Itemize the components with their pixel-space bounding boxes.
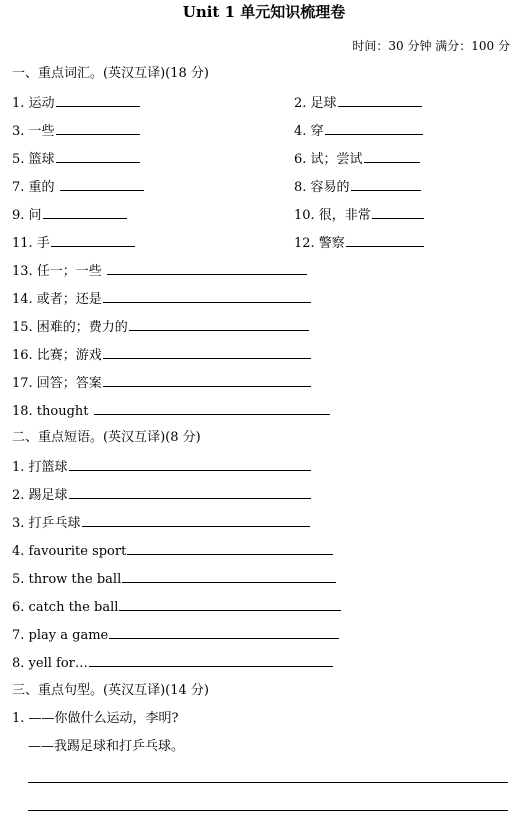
vocab-item-label: 5. 篮球 bbox=[12, 152, 55, 167]
phrase-item-label: 6. catch the ball bbox=[12, 600, 119, 615]
phrase-item-label: 5. throw the ball bbox=[12, 572, 122, 587]
phrase-item-2 bbox=[12, 486, 311, 504]
section-heading-phrases: 二、重点短语。(英汉互译)(8 分) bbox=[12, 430, 201, 445]
vocab-item-12 bbox=[294, 234, 424, 252]
vocab-item-label: 12. 警察 bbox=[294, 236, 345, 251]
answer-blank[interactable] bbox=[89, 654, 333, 667]
vocab-item-4 bbox=[294, 122, 423, 140]
vocab-item-label: 1. 运动 bbox=[12, 96, 55, 111]
answer-blank[interactable] bbox=[119, 598, 341, 611]
phrase-item-label: 4. favourite sport bbox=[12, 544, 127, 559]
vocab-item-label: 3. 一些 bbox=[12, 124, 55, 139]
vocab-item-label: 17. 回答；答案 bbox=[12, 376, 102, 391]
answer-blank[interactable] bbox=[346, 234, 424, 247]
answer-blank[interactable] bbox=[103, 290, 311, 303]
vocab-item-label: 16. 比赛；游戏 bbox=[12, 348, 102, 363]
vocab-item-16 bbox=[12, 346, 311, 364]
vocab-item-label: 15. 困难的；费力的 bbox=[12, 320, 128, 335]
vocab-item-17 bbox=[12, 374, 311, 392]
phrase-item-label: 2. 踢足球 bbox=[12, 488, 68, 503]
phrase-item-label: 8. yell for… bbox=[12, 656, 88, 671]
vocab-item-label: 4. 穿 bbox=[294, 124, 324, 139]
vocab-item-label: 7. 重的 bbox=[12, 180, 59, 195]
answer-blank[interactable] bbox=[82, 514, 310, 527]
phrase-item-4 bbox=[12, 542, 333, 560]
answer-blank[interactable] bbox=[364, 150, 420, 163]
vocab-item-10 bbox=[294, 206, 424, 224]
vocab-item-label: 6. 试；尝试 bbox=[294, 152, 363, 167]
answer-blank[interactable] bbox=[56, 150, 140, 163]
answer-blank[interactable] bbox=[107, 262, 307, 275]
answer-blank[interactable] bbox=[56, 122, 140, 135]
answer-blank[interactable] bbox=[69, 486, 311, 499]
vocab-item-2 bbox=[294, 94, 422, 112]
answer-blank[interactable] bbox=[103, 374, 311, 387]
phrase-item-3 bbox=[12, 514, 310, 532]
phrase-item-label: 1. 打篮球 bbox=[12, 460, 68, 475]
answer-blank[interactable] bbox=[127, 542, 333, 555]
phrase-item-1 bbox=[12, 458, 311, 476]
vocab-item-8 bbox=[294, 178, 421, 196]
answer-blank[interactable] bbox=[325, 122, 423, 135]
sentence-question: 1. ——你做什么运动，李明? bbox=[12, 711, 179, 726]
answer-line[interactable] bbox=[28, 810, 508, 811]
answer-blank[interactable] bbox=[43, 206, 127, 219]
vocab-item-label: 9. 问 bbox=[12, 208, 42, 223]
vocab-item-9 bbox=[12, 206, 127, 224]
answer-blank[interactable] bbox=[94, 402, 330, 415]
vocab-item-11 bbox=[12, 234, 135, 252]
vocab-item-label: 2. 足球 bbox=[294, 96, 337, 111]
phrase-item-6 bbox=[12, 598, 341, 616]
vocab-item-14 bbox=[12, 290, 311, 308]
vocab-item-3 bbox=[12, 122, 140, 140]
section-heading-sentences: 三、重点句型。(英汉互译)(14 分) bbox=[12, 683, 209, 698]
vocab-item-13 bbox=[12, 262, 318, 280]
vocab-item-label: 11. 手 bbox=[12, 236, 50, 251]
vocab-item-7 bbox=[12, 178, 144, 196]
phrase-item-5 bbox=[12, 570, 336, 588]
vocab-item-5 bbox=[12, 150, 140, 168]
sentence-answer: ——我踢足球和打乒乓球。 bbox=[28, 739, 185, 754]
section-heading-vocabulary: 一、重点词汇。(英汉互译)(18 分) bbox=[12, 66, 209, 81]
vocab-item-label: 13. 任一；一些 bbox=[12, 264, 106, 279]
answer-blank[interactable] bbox=[51, 234, 135, 247]
answer-blank[interactable] bbox=[60, 178, 144, 191]
answer-blank[interactable] bbox=[351, 178, 421, 191]
vocab-item-label: 14. 或者；还是 bbox=[12, 292, 102, 307]
phrase-item-label: 7. play a game bbox=[12, 628, 109, 643]
answer-blank[interactable] bbox=[69, 458, 311, 471]
answer-blank[interactable] bbox=[109, 626, 339, 639]
answer-blank[interactable] bbox=[122, 570, 336, 583]
vocab-item-6 bbox=[294, 150, 420, 168]
vocab-item-label: 18. thought bbox=[12, 404, 93, 419]
vocab-item-18 bbox=[12, 402, 330, 420]
vocab-item-label: 10. 很，非常 bbox=[294, 208, 371, 223]
phrase-item-7 bbox=[12, 626, 339, 644]
time-score-info: 时间：30 分钟 满分：100 分 bbox=[352, 39, 510, 53]
answer-line[interactable] bbox=[28, 782, 508, 783]
answer-blank[interactable] bbox=[103, 346, 311, 359]
answer-blank[interactable] bbox=[56, 94, 140, 107]
answer-blank[interactable] bbox=[129, 318, 309, 331]
page-title: Unit 1 单元知识梳理卷 bbox=[182, 3, 346, 21]
answer-blank[interactable] bbox=[372, 206, 424, 219]
phrase-item-label: 3. 打乒乓球 bbox=[12, 516, 81, 531]
vocab-item-1 bbox=[12, 94, 140, 112]
vocab-item-15 bbox=[12, 318, 309, 336]
vocab-item-label: 8. 容易的 bbox=[294, 180, 350, 195]
phrase-item-8 bbox=[12, 654, 333, 672]
answer-blank[interactable] bbox=[338, 94, 422, 107]
